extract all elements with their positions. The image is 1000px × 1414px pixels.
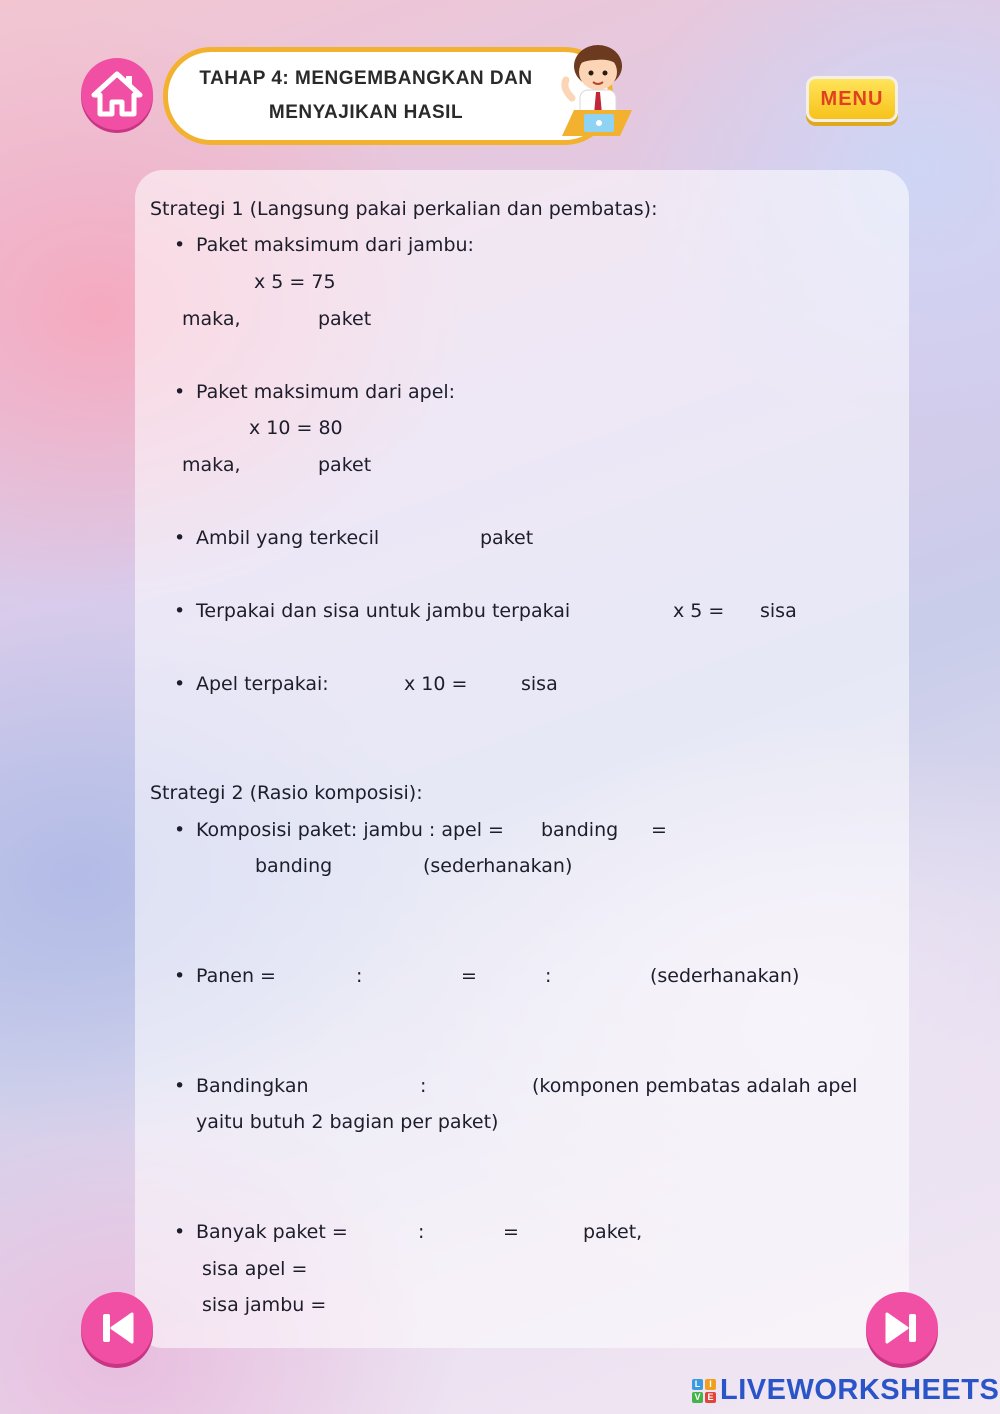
guava-maka: maka, bbox=[182, 308, 241, 330]
composition-banding-2: banding bbox=[255, 855, 333, 877]
composition-label: • Komposisi paket: jambu : apel = bbox=[196, 819, 504, 841]
strategy2-heading: Strategi 2 (Rasio komposisi): bbox=[150, 782, 423, 804]
page-title-line1: TAHAP 4: MENGEMBANGKAN DAN bbox=[199, 68, 533, 89]
smallest-paket: paket bbox=[480, 527, 534, 549]
apple-maka: maka, bbox=[182, 454, 241, 476]
skip-forward-icon bbox=[879, 1308, 925, 1348]
compare-note: (komponen pembatas adalah apel bbox=[532, 1075, 858, 1097]
used-sisa: sisa bbox=[760, 600, 797, 622]
count-equals: = bbox=[503, 1221, 519, 1243]
liveworksheets-logo[interactable] bbox=[692, 1374, 999, 1407]
page-title bbox=[163, 47, 613, 145]
guava-paket: paket bbox=[318, 308, 372, 330]
logo-letter: I bbox=[705, 1379, 716, 1390]
skip-back-icon bbox=[94, 1308, 140, 1348]
home-button[interactable] bbox=[81, 58, 153, 130]
compare-note-2: yaitu butuh 2 bagian per paket) bbox=[196, 1111, 499, 1133]
home-icon bbox=[91, 70, 143, 118]
apple-equation: x 10 = 80 bbox=[249, 417, 343, 439]
apple-used-sisa: sisa bbox=[521, 673, 558, 695]
count-paket: paket, bbox=[583, 1221, 643, 1243]
logo-letter: V bbox=[692, 1392, 703, 1403]
leftover-guava: sisa jambu = bbox=[202, 1294, 327, 1316]
content-card bbox=[135, 170, 909, 1348]
logo-mark-icon bbox=[692, 1379, 716, 1403]
harvest-label: • Panen = bbox=[196, 965, 276, 987]
used-label: • Terpakai dan sisa untuk jambu terpakai bbox=[196, 600, 570, 622]
compare-label: • Bandingkan bbox=[196, 1075, 309, 1097]
logo-text: LIVEWORKSHEETS bbox=[720, 1374, 1000, 1406]
logo-letter: E bbox=[705, 1392, 716, 1403]
apple-title: • Paket maksimum dari apel: bbox=[196, 381, 455, 403]
guava-title: • Paket maksimum dari jambu: bbox=[196, 234, 474, 256]
used-times-5: x 5 = bbox=[673, 600, 725, 622]
composition-banding: banding bbox=[541, 819, 619, 841]
smallest-label: • Ambil yang terkecil bbox=[196, 527, 379, 549]
apple-used-label: • Apel terpakai: bbox=[196, 673, 329, 695]
student-mascot-icon bbox=[552, 40, 644, 144]
composition-equals: = bbox=[651, 819, 667, 841]
harvest-equals: = bbox=[461, 965, 477, 987]
composition-simplify: (sederhanakan) bbox=[423, 855, 573, 877]
harvest-colon-2: : bbox=[545, 965, 552, 987]
logo-letter: L bbox=[692, 1379, 703, 1390]
menu-button[interactable]: MENU bbox=[806, 76, 898, 122]
count-colon: : bbox=[418, 1221, 425, 1243]
count-label: • Banyak paket = bbox=[196, 1221, 348, 1243]
harvest-simplify: (sederhanakan) bbox=[650, 965, 800, 987]
guava-equation: x 5 = 75 bbox=[254, 271, 336, 293]
harvest-colon-1: : bbox=[356, 965, 363, 987]
leftover-apple: sisa apel = bbox=[202, 1258, 308, 1280]
compare-colon: : bbox=[420, 1075, 427, 1097]
previous-page-button[interactable] bbox=[81, 1292, 153, 1364]
apple-paket: paket bbox=[318, 454, 372, 476]
page-title-line2: MENYAJIKAN HASIL bbox=[268, 102, 464, 123]
next-page-button[interactable] bbox=[866, 1292, 938, 1364]
strategy1-heading: Strategi 1 (Langsung pakai perkalian dan pembatas): bbox=[150, 198, 658, 220]
apple-used-times-10: x 10 = bbox=[404, 673, 468, 695]
